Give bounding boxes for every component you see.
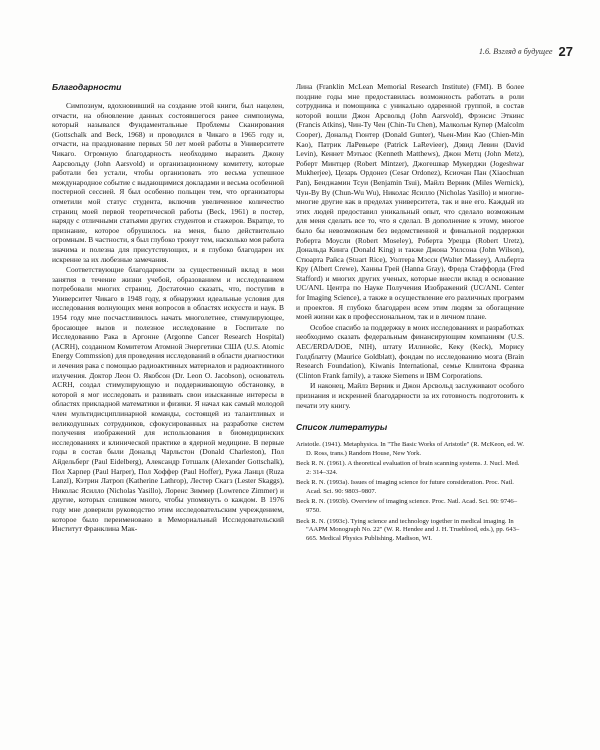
- reference-item: Aristotle. (1941). Metaphysica. In "The Basic Works of Aristotle" (R. McKeon, ed. W. D. Ross, trans.) Random House, New York.: [296, 441, 524, 457]
- acknowledgments-paragraph-1: Симпозиум, вдохновивший на создание этой книги, был нацелен, отчасти, на обновление данных состоявшегося ранее симпозиума, который назывался Фундаментальные Проблемы Сканирования (Gottschalk and Beck, 1968) и проводился в Чикаго в 1965 году и, отчасти, на празднование первых 50 лет моей работы в Университете Чикаго. Огромную благодарность необходимо выразить Джону Аарсвольду (John Aarsvold) и организационному комитету, которые работали без устали, чтобы организовать это весьма успешное международное событие с выдающимися докладами и весьма особенной постерной сессией. Я был особенно польщен тем, что организаторы отметили мой статус студента, включив увеличенное количество страниц моей первой теоретической работы (Beck, 1961) в постер, наряду с отличными статьями других студентов и стажеров. Вкратце, то признание, которое обрушилось на меня, было действительно огромным. В частности, я был глубоко тронут тем, насколько моя работа значима и полезна для присутствующих, и я глубоко благодарен их искренне за их любезные замечания.: [52, 101, 285, 264]
- acknowledgments-paragraph-4: И наконец, Майлз Верник и Джон Арсвольд заслуживают особого признания и искренней благодарности за их готовность подготовить к печати эту книгу.: [296, 381, 524, 410]
- reference-item: Beck R. N. (1961). A theoretical evaluation of brain scanning systems. J. Nucl. Med. 2: 314–324.: [296, 460, 520, 477]
- reference-list: [296, 441, 524, 544]
- page-number: 27: [558, 43, 573, 59]
- acknowledgments-paragraph-2: Соответствующие благодарности за существенный вклад в мои занятия в течение жизни учебой, образованием и исследованием потребовали многих страниц. Достаточно сказать, что, поступив в Университет Чикаго в 1948 году, я обнаружил идеальные условия для исследования волнующих меня вопросов в областях искусств и наук. В 1954 году мне посчастливилось начать многолетнее, стимулирующее, бросающее вызов и полезное исследование в Госпитале по Исследованию Рака в Аргонне (Argonne Cancer Research Hospital) (ACRH), созданном Комитетом Атомной Энергетики США (U.S. Atomic Energy Commssion) для проведения исследований в области диагностики и лечения рака с помощью радиоактивных материалов и радиоактивного излучения. Доктор Леон О. Якобсон (Dr. Leon O. Jacobson), основатель ACRH, создал стимулирующую и поддерживающую обстановку, в которой я мог исследовать и развивать свои изысканные интересы в областях прикладной математики и физики. Я начал как самый молодой член мультидисциплинарной команды, состоящей из талантливых и великодушных сотрудников, сфокусированных на разработке систем получения изображений для использования в биомедицинских исследованиях и клинической практике в ядерной медицине. В первые годы в состав были Дональд Чарльстон (Donald Charleston), Пол Айдельберг (Paul Eidelberg), Александр Готшалк (Alexander Gottschalk), Пол Харпер (Paul Harper), Пол Хоффер (Paul Hoffer), Ружа Ланцл (Ruza Lanzl), Кэтрин Латроп (Katherine Lathrop), Лестер Скагз (Lester Skaggs), Николас Ясилло (Nicholas Yasillo), Лоренс Зиммер (Lowrence Zimmer) и другие, которых слишком много, чтобы упомянуть о каждом. В 1976 году мне доверили руководство этим исследовательским учреждением, которое было переименовано в Мемориальный Исследовательский Институт Франклина Мак-: [52, 265, 285, 534]
- page-header: [20, 40, 573, 62]
- acknowledgments-heading: Благодарности: [52, 82, 122, 92]
- reference-item: Beck R. N. (1993b). Overview of imaging science. Proc. Natl. Acad. Sci. 90: 9746–9750.: [296, 498, 518, 515]
- running-title: 1.6. Взгляд в будущее: [478, 46, 553, 56]
- references-heading: Список литературы: [296, 422, 388, 433]
- acknowledgments-paragraph-2-continued: Лина (Franklin McLean Memorial Research Institute) (FMI). В более поздние годы мне предоставилась возможность работать в роли сотрудника и помощника с уникально одаренной группой, в состав которой вошли Джон Арсвольд (John Aarsvold), Фрэнсис Эткинс (Francis Atkins), Чин-Ту Чен (Chin-Tu Chen), Малкольм Купер (Malcolm Cooper), Дональд Гюнтер (Donald Gunter), Чьен-Мин Као (Chien-Min Kao), Патрик ЛаРевьере (Patrick LaRevieer), Дэвид Левин (David Levin), Кеннет Мэтьюс (Kenneth Matthews), Джон Метц (John Metz), Роберт Минтцер (Robert Mintzer), Джогешвар Мукерджи (Jogeshwar Mukherjee), Цезарь Ордонез (Cesar Ordonez), Ксиочан Пан (Xiaochuan Pan), Бенджамин Тсуи (Benjamin Tsui), Майлз Верник (Miles Wernick), Чун-Ву By (Chun-Wu Wu), Николас Ясилло (Nicholas Yasillo) и многие-многие другие как в пределах университета, так и вне его. Каждый из этих людей предоставил уникальный опыт, что сделало возможным для меня сделать все то, что я сделал. В дополнение к этому, многое было бы невозможным без ведомственной и финальной поддержки Роберта Моусли (Robert Moseley), Роберта Урецца (Robert Uretz), Дональда Кинга (Donald King) и также Джона Уилсона (John Wilson), Стюарта Райса (Stuart Rice), Уолтера Мэсси (Walter Massey), Альберта Кру (Albert Crewe), Ханны Грей (Hanna Gray), Фреда Стаффорда (Fred Stafford) и многих других ученых, которые внесли вклад в основание UC/ANL Центра по Науке Получения Изображений (UC/ANL Center for Imaging Science), а также в осуществление его различных программ и проектов. Я глубоко благодарен всем этим людям за обогащение моей жизни как в профессиональном, так и в личном плане.: [296, 82, 524, 322]
- left-column: [52, 82, 284, 534]
- right-column: [296, 82, 524, 545]
- reference-item: Beck R. N. (1993a). Issues of imaging science for future consideration. Proc. Natl. Acad. Sci. 90: 9803–9807.: [296, 479, 514, 496]
- acknowledgments-paragraph-3: Особое спасибо за поддержку в моих исследованиях и разработках необходимо сказать федеральным финансирующим компаниям (U.S. AEC/ERDA/DOE, NIH), штату Иллинойс, Кеку (Keck), Морису Голдблатту (Maurice Goldblatt), фондам по исследованию мозга (Brain Research Foundation), Kiwanis International, семье Клинтона Франка (Clinton Frank family), а также Siemens и IBM Corporations.: [296, 322, 524, 380]
- reference-item: Beck R. N. (1993c). Tying science and technology together in medical imaging. In "AAPM Monograph No. 22" (W. R. Hendee and J. H. Trueblood, eds.), pp. 643–665. Medical Physics Publishing. Madison, WI.: [296, 517, 520, 543]
